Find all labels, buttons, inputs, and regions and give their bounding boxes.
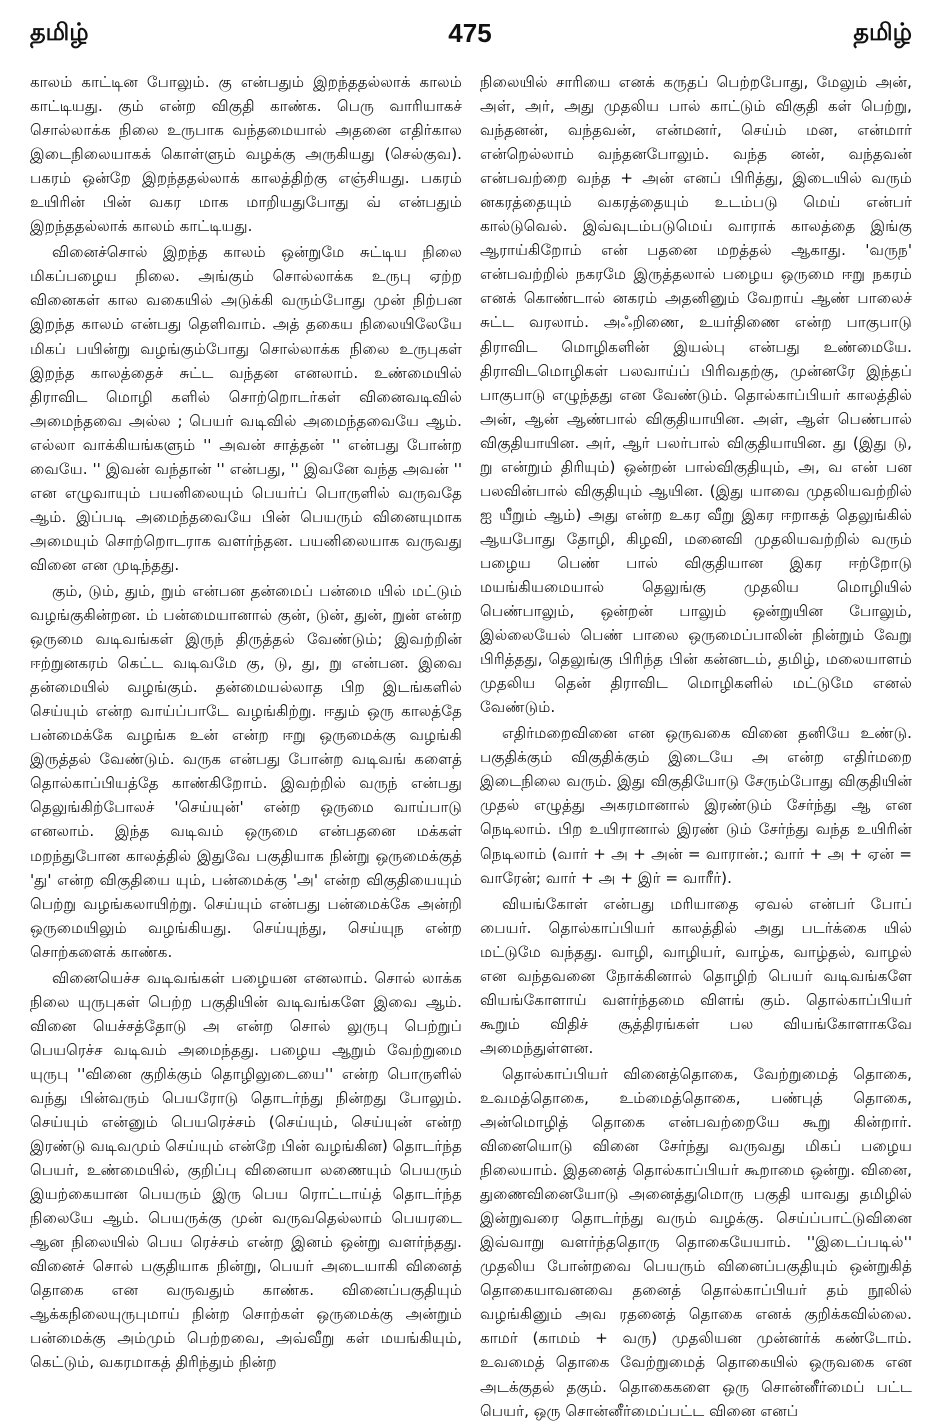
paragraph: வினையெச்ச வடிவங்கள் பழையன எனலாம். சொல் லாக்க நிலை யுருபுகள் பெற்ற பகுதியின் வடிவங்களே இவை ஆம். வினை யெச்சத்தோடு அ என்ற சொல் லுருபு பெற்றுப் பெயரெச்ச வடிவம் அமைந்தது. பழைய ஆறும் வேற்றுமை யுருபு ''வினை குறிக்கும் தொழிலுடையை'' என்ற பொருளில் வந்து பின்வரும் பெயரோடு தொடர்ந்து நின்றது போலும். செய்யும் என்னும் பெயரெச்சம் (செய்யும், செய்யுன் என்ற இரண்டு வடிவமும் செய்யும் என்றே பின் வழங்கின) தொடர்ந்த பெயர், உண்மையில், குறிப்பு வினையா லணையும் பெயரும் இயற்கையான பெயரும் இரு பெய ரொட்டாய்த் தொடர்ந்த நிலையே ஆம். பெயருக்கு முன் வருவதெல்லாம் பெயரடை ஆன நிலையில் பெய ரெச்சம் என்ற இனம் ஒன்று வளர்ந்தது. வினைச் சொல் பகுதியாக நின்று, பெயர் அடையாகி வினைத் தொகை என வருவதும் காண்க. வினைப்பகுதியும் ஆக்கநிலையுருபுமாய் நின்ற சொற்கள் ஒருமைக்கு அன்றும் பன்மைக்கு அம்மும் பெற்றவை, அவ்வீறு கள் மயங்கியும், கெட்டும், வகரமாகத் திரிந்தும் நின்ற xyxy=(30,968,462,1372)
running-head-right: தமிழ் xyxy=(853,18,912,46)
paragraph: வினைச்சொல் இறந்த காலம் ஒன்றுமே சுட்டிய நிலை மிகப்பழைய நிலை. அங்கும் சொல்லாக்க உருபு ஏற்ற வினைகள் கால வகையில் அடுக்கி வரும்போது முன் நிற்பன இறந்த காலம் என்பது தெளிவாம். அத் தகைய நிலையிலேயே மிகப் பயின்று வழங்கும்போது சொல்லாக்க நிலை உருபுகள் இறந்த காலத்தைச் சுட்ட வந்தன எனலாம். உண்மையில் திராவிட மொழி களில் சொற்றொடர்கள் வினைவடிவில் அமைந்தவை அல்ல ; பெயர் வடிவில் அமைந்தவையே ஆம். எல்லா வாக்கியங்களும் '' அவன் சாத்தன் '' என்பது போன்ற வையே. '' இவன் வந்தான் '' என்பது, '' இவனே வந்த அவன் '' என எழுவாயும் பயனிலையும் பெயர்ப் பொருளில் வருவதே ஆம். இப்படி அமைந்தவையே பின் பெயரும் வினையுமாக அமையும் சொற்றொடராக வளர்ந்தன. பயனிலையாக வருவது வினை என முடிந்தது. xyxy=(30,243,462,574)
paragraph: காலம் காட்டின போலும். கு என்பதும் இறந்ததல்லாக் காலம் காட்டியது. கும் என்ற விகுதி காண்க. பெரு வாரியாகச் சொல்லாக்க நிலை உருபாக வந்தமையால் அதனை எதிர்கால இடைநிலையாகக் கொள்ளும் வழக்கு அருகியது (செல்குவ). பகரம் ஒன்றே இறந்ததல்லாக் காலத்திற்கு எஞ்சியது. பகரம் உயிரின் பின் வகர மாக மாறியதுபோது வ் என்பதும் இறந்ததல்லாக் காலம் காட்டியது. xyxy=(30,73,462,236)
left-column xyxy=(30,70,462,1410)
page-number: 475 xyxy=(448,18,492,48)
paragraph: தொல்காப்பியர் வினைத்தொகை, வேற்றுமைத் தொகை, உவமத்தொகை, உம்மைத்தொகை, பண்புத் தொகை, அன்மொழித் தொகை என்பவற்றையே கூறு கின்றார். வினையொடு வினை சேர்ந்து வருவது மிகப் பழைய நிலையாம். இதனைத் தொல்காப்பியர் கூறாமை ஒன்று. வினை, துணைவினையோடு அனைத்துமொரு பகுதி யாவது தமிழில் இன்றுவரை தொடர்ந்து வரும் வழக்கு. செய்ப்பாட்டுவினை இவ்வாறு வளர்ந்ததொரு தொகையேயாம். ''இடைப்படில்'' முதலிய போன்றவை பெயரும் வினைப்பகுதியும் ஒன்றுகித் தொகையாவனவை தனைத் தொல்காப்பியர் தம் நூலில் வழங்கினும் அவ ரதனைத் தொகை எனக் குறிக்கவில்லை. காமர் (காமம் + வரு) முதலியன முன்னர்க் கண்டோம். உவமைத் தொகை வேற்றுமைத் தொகையில் ஒருவகை என அடக்குதல் தகும். தொகைகளை ஒரு சொன்னீர்மைப் பட்ட பெயர், ஒரு சொன்னீர்மைப்பட்ட வினை எனப் xyxy=(480,1064,912,1420)
paragraph: வியங்கோள் என்பது மரியாதை ஏவல் என்பர் போப் பையர். தொல்காப்பியர் காலத்தில் அது படர்க்கை யில் மட்டுமே வந்தது. வாழி, வாழியர், வாழ்க, வாழ்தல், வாழல் என வந்தவனை நோக்கினால் தொழிற் பெயர் வடிவங்களே வியங்கோளாய் வளர்ந்தமை விளங் கும். தொல்காப்பியர் கூறும் விதிச் சூத்திரங்கள் பல வியங்கோளாகவே அமைந்துள்ளன. xyxy=(480,894,912,1057)
page-header xyxy=(0,18,940,58)
running-head-left: தமிழ் xyxy=(30,18,89,46)
right-column xyxy=(480,70,912,1420)
paragraph: எதிர்மறைவினை என ஒருவகை வினை தனியே உண்டு. பகுதிக்கும் விகுதிக்கும் இடையே அ என்ற எதிர்மறை இடைநிலை வரும். இது விகுதியோடு சேரும்போது விகுதியின் முதல் எழுத்து அகரமானால் இரண்டும் சேர்ந்து ஆ என நெடிலாம். பிற உயிரானால் இரண் டும் சேர்ந்து வந்த உயிரின் நெடிலாம் (வார் + அ + அன் = வாரான்.; வார் + அ + ஏன் = வாரேன்; வார் + அ + இர் = வாரீர்). xyxy=(480,724,912,887)
paragraph: நிலையில் சாரியை எனக் கருதப் பெற்றபோது, மேலும் அன், அள், அர், அது முதலிய பால் காட்டும் விகுதி கள் பெற்று, வந்தனன், வந்தவன், என்மனர், செய்ம் மன, என்மார் என்றெல்லாம் வந்தனபோலும். வந்த னன், வந்தவன் என்பவற்றை வந்த + அன் எனப் பிரித்து, இடையில் வரும் னகரத்தையும் வகரத்தையும் உடம்படு மெய் என்பர் கால்டுவெல். இவ்வுடம்படுமெய் வாராக் காலத்தை இங்கு ஆராய்கிறோம் என் பதனை மறத்தல் ஆகாது. 'வருந' என்பவற்றில் நகரமே இருத்தலால் பழைய ஒருமை ஈறு நகரம் எனக் கொண்டால் னகரம் அதனினும் வேறாய் ஆண் பாலைச் சுட்ட வரலாம். அஃறிணை, உயர்திணை என்ற பாகுபாடு திராவிட மொழிகளின் இயல்பு என்பது உண்மையே. திராவிடமொழிகள் பலவாய்ப் பிரிவதற்கு, முன்னரே இந்தப் பாகுபாடு எழுந்தது என வேண்டும். தொல்காப்பியர் காலத்தில் அன், ஆன் ஆண்பால் விகுதியாயின. அள், ஆள் பெண்பால் விகுதியாயின. அர், ஆர் பலர்பால் விகுதியாயின. து (இது டு, று என்றும் திரியும்) ஒன்றன் பால்விகுதியும், அ, வ என் பன பலவின்பால் விகுதியும் ஆயின. (இது யாவை முதலியவற்றில் ஐ யீறும் ஆம்) அது என்ற உகர வீறு இகர ஈறாகத் தெலுங்கில் ஆயபோது தோழி, கிழவி, மனைவி முதலியவற்றில் வரும் பழைய பெண் பால் விகுதியான இகர ஈற்றோடு மயங்கியமையால் தெலுங்கு முதலிய மொழியில் பெண்பாலும், ஒன்றன் பாலும் ஒன்றுயின போலும், இல்லையேல் பெண் பாலை ஒருமைப்பாலின் நின்றும் வேறு பிரித்தது, தெலுங்கு பிரிந்த பின் கன்னடம், தமிழ், மலையாளம் முதலிய தென் திராவிட மொழிகளில் மட்டுமே எனல் வேண்டும். xyxy=(480,73,912,717)
paragraph: கும், டும், தும், றும் என்பன தன்மைப் பன்மை யில் மட்டும் வழங்குகின்றன. ம் பன்மையானால் குன், டுன், துன், றுன் என்ற ஒருமை வடிவங்கள் இருந் திருத்தல் வேண்டும்; இவற்றின் ஈற்றுனகரம் கெட்ட வடிவமே கு, டு, து, று என்பன. இவை தன்மையில் வழங்கும். தன்மையல்லாத பிற இடங்களில் செய்யும் என்ற வாய்ப்பாடே வழங்கிற்று. ஈதும் ஒரு காலத்தே பன்மைக்கே வழங்க உன் என்ற ஈறு ஒருமைக்கு வழங்கி இருத்தல் வேண்டும். வருக என்பது போன்ற வடிவங் களைத் தொல்காப்பியத்தே காண்கிறோம். இவற்றில் வருந் என்பது தெலுங்கிற்போலச் 'செய்யுன்' என்ற ஒருமை வாய்பாடு எனலாம். இந்த வடிவம் ஒருமை என்பதனை மக்கள் மறந்துபோன காலத்தில் இதுவே பகுதியாக நின்று ஒருமைக்குத் 'து' என்ற விகுதியை யும், பன்மைக்கு 'அ' என்ற விகுதியையும் பெற்று வழங்கலாயிற்று. செய்யும் என்பது பன்மைக்கே அன்றி ஒருமையிலும் வழங்கியது. செய்யுந்து, செய்யுந என்ற சொற்களைக் காண்க. xyxy=(30,581,462,961)
